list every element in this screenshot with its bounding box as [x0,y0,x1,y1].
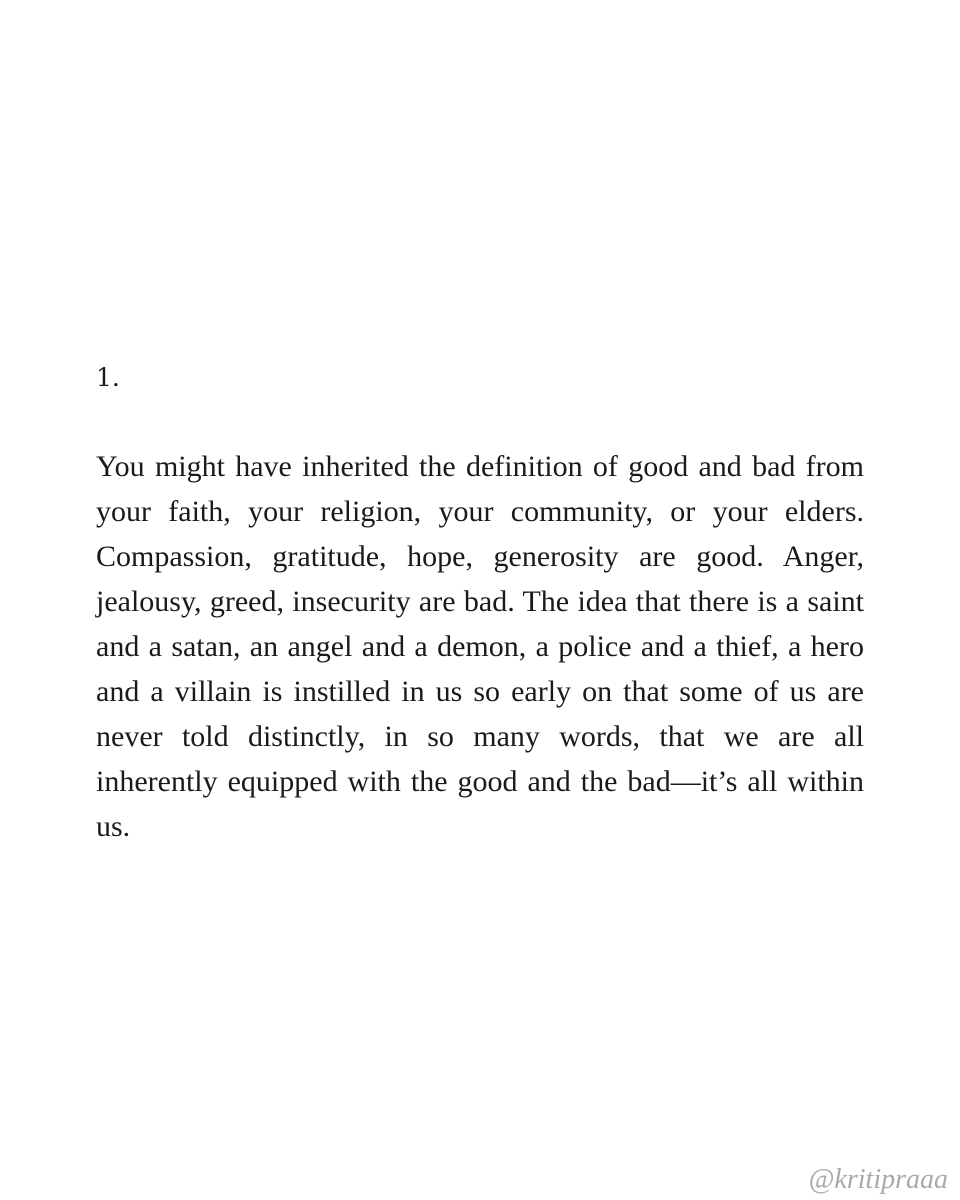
section-number: 1. [96,363,120,392]
body-paragraph: You might have inherited the definition of good and bad from your faith, your religion, your community, or your elders. Compassion, gratitude, hope, generosity are good. Anger, jealousy, greed, insecurity are bad. The idea that there is a saint and a satan, an angel and a demon, a police and a thief, a hero and a villain is instilled in us so early on that some of us are never told distinctly, in so many words, that we are all inherently equipped with the good and the bad—it’s all within us. [96,450,864,843]
author-handle: @kritipraaa [808,1164,948,1195]
